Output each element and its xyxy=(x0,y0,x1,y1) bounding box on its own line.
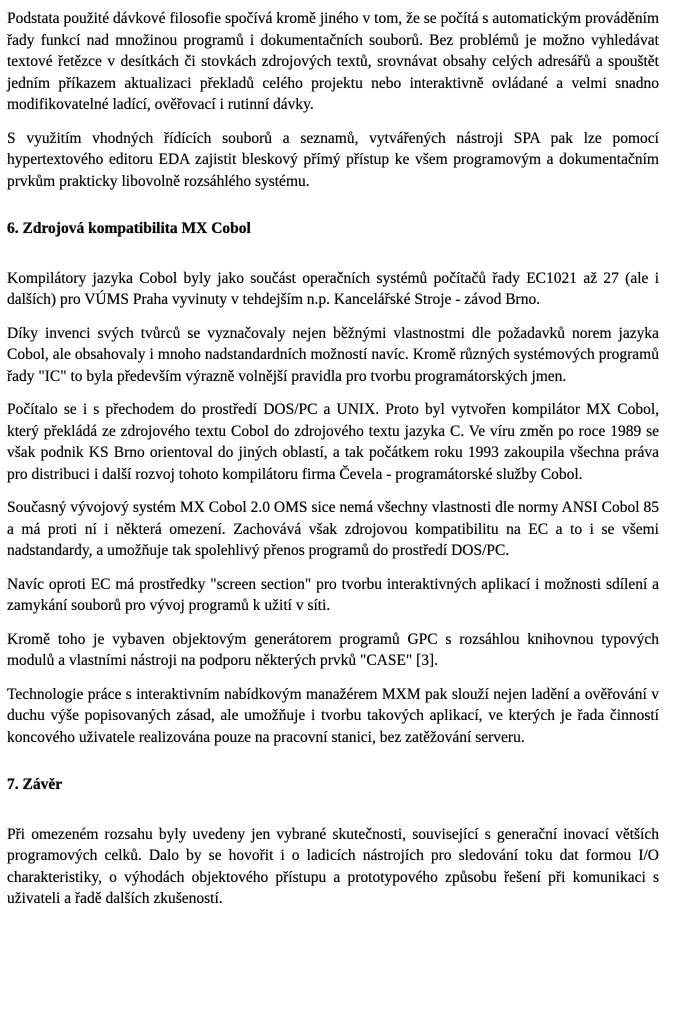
paragraph-screen-section: Navíc oproti EC má prostředky "screen section" pro tvorbu interaktivných aplikací i možnosti sdílení a zamykání souborů pro vývoj programů k užití v síti. xyxy=(7,575,659,614)
paragraph-gpc-generator: Kromě toho je vybaven objektovým generátorem programů GPC s rozsáhlou knihovnou typových modulů a vlastními nástroji na podporu některých prvků "CASE" [3]. xyxy=(7,630,659,669)
paragraph-conclusion: Při omezeném rozsahu byly uvedeny jen vybrané skutečnosti, související s generační inovací větších programových celků. Dalo by se hovořit i o ladicích nástrojích pro sledování toku dat formou I/O charakteristiky, o výhodách objektového přístupu a prototypového způsobu řešení při komunikaci s uživateli a řadě dalších zkušeností. xyxy=(7,825,659,907)
section-7-heading: 7. Závěr xyxy=(7,776,63,793)
paragraph-spa-eda: S využitím vhodných řídících souborů a seznamů, vytvářených nástroji SPA pak lze pomocí hypertextového editoru EDA zajistit bleskový přímý přístup ke všem programovým a dokumentačním prvkům prakticky libovolně rozsáhlého systému. xyxy=(7,129,659,190)
article-body xyxy=(7,8,659,910)
paragraph-dos-pc-unix: Počítalo se i s přechodem do prostředí DOS/PC a UNIX. Proto byl vytvořen kompilátor MX Cobol, který překládá ze zdrojového textu Cobol do zdrojového textu jazyka C. Ve víru změn po roce 1989 se však podnik KS Brno orientoval do jiných oblastí, a tak počátkem roku 1993 zakoupila všechna práva pro distribuci i další rozvoj tohoto kompilátoru firma Čevela - programátorské služby Cobol. xyxy=(7,401,659,483)
paragraph-mxm-manager: Technologie práce s interaktivním nabídkovým manažérem MXM pak slouží nejen ladění a ověřování v duchu výše popisovaných zásad, ale umožňuje i tvorbu takových aplikací, ve kterých je řada činností koncového uživatele realizována pouze na pracovní stanici, bez zatěžování serveru. xyxy=(7,685,659,746)
paragraph-cobol-compilers: Kompilátory jazyka Cobol byly jako součást operačních systémů počítačů řady EC1021 až 27 (ale i dalších) pro VÚMS Praha vyvinuty v tehdejším n.p. Kancelářské Stroje - závod Brno. xyxy=(7,269,659,308)
paragraph-mx-cobol-2-0: Současný vývojový systém MX Cobol 2.0 OMS sice nemá všechny vlastnosti dle normy ANSI Cobol 85 a má proti ní i některá omezení. Zachovává však zdrojovou kompatibilitu na EC a to i se všemi nadstandardy, a umožňuje tak spolehlivý přenos programů do prostředí DOS/PC. xyxy=(7,499,659,559)
section-6-heading: 6. Zdrojová kompatibilita MX Cobol xyxy=(7,220,251,237)
paragraph-batch-philosophy: Podstata použité dávkové filosofie spočívá kromě jiného v tom, že se počítá s automatickým prováděním řady funkcí nad množinou programů i dokumentačních souborů. Bez problémů je možno vyhledávat textové řetězce v desítkách či stovkách zdrojových textů, srovnávat obsahy celých adresářů a spouštět jedním příkazem aktualizaci překladů celého projektu nebo interaktivně ovládané a velmi snadno modifikovatelné ladící, ověřovací i rutinní dávky. xyxy=(7,10,659,113)
paragraph-cobol-features: Díky invenci svých tvůrců se vyznačovaly nejen běžnými vlastnostmi dle požadavků norem jazyka Cobol, ale obsahovaly i mnoho nadstandardních možností navíc. Kromě různých systémových programů řady "IC" to byla především výrazně volnější pravidla pro tvorbu programátorských jmen. xyxy=(7,324,659,385)
